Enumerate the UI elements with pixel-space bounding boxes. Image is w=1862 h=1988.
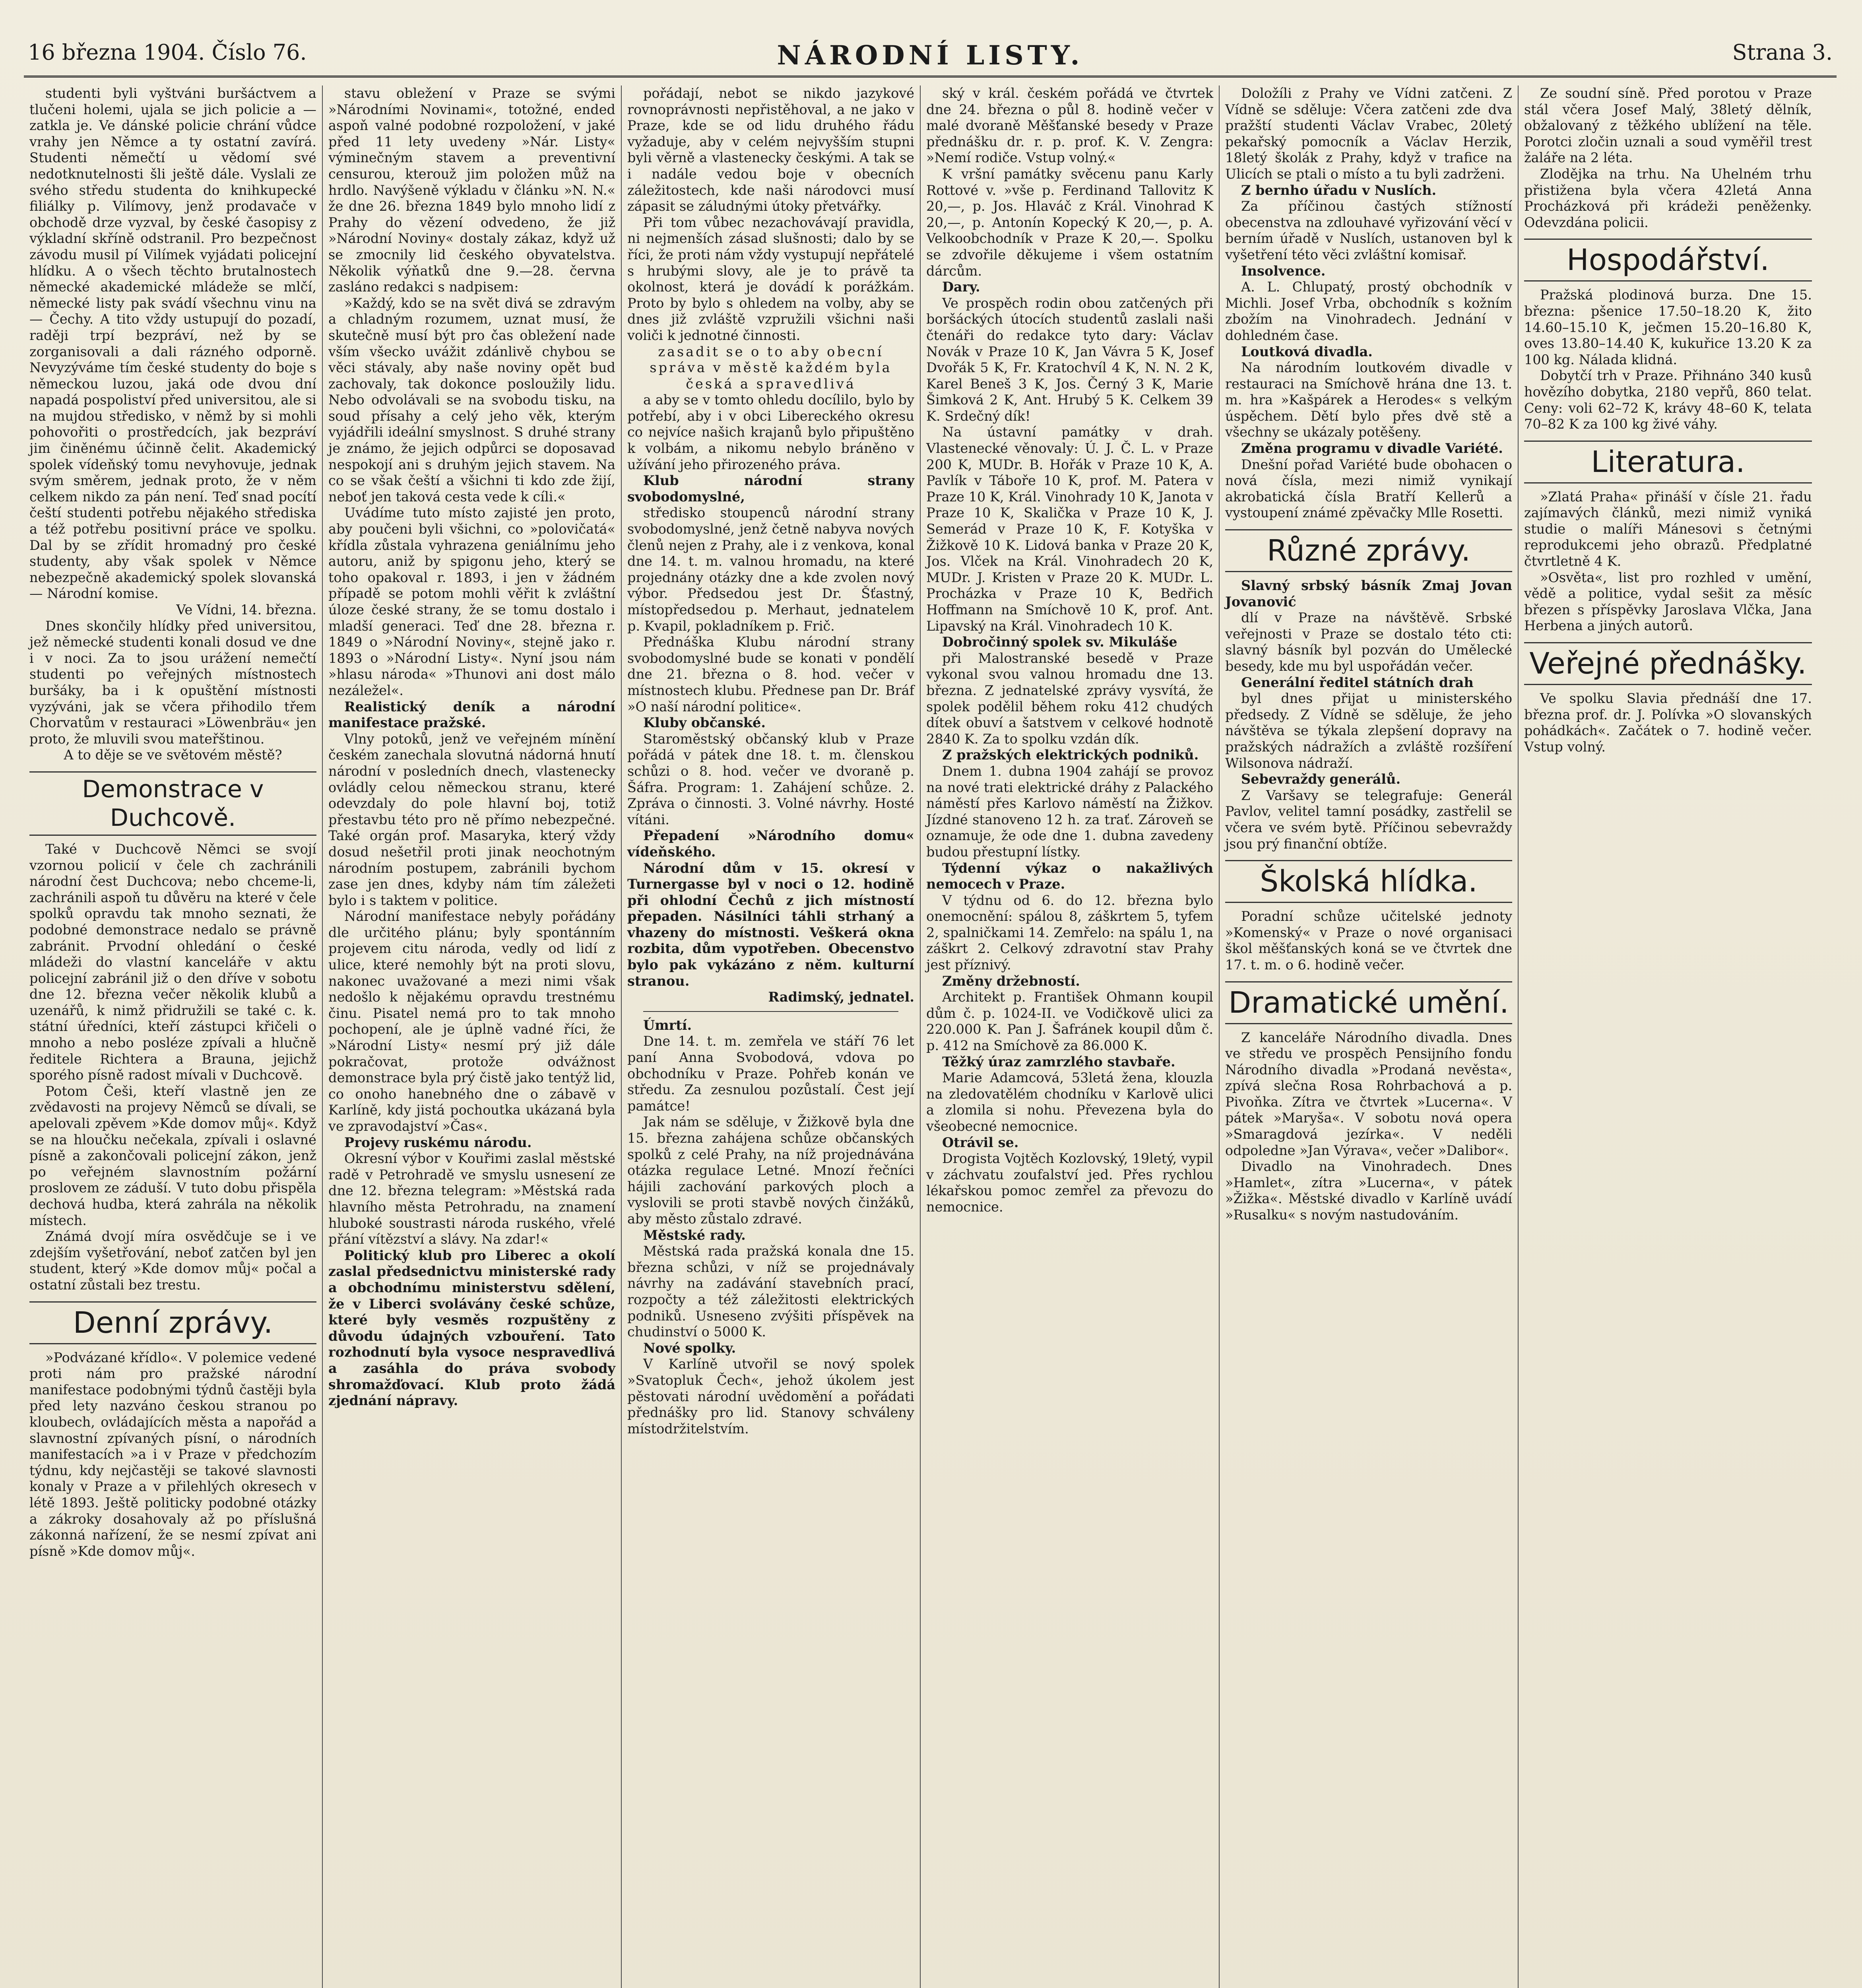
paragraph: Ze soudní síně. Před porotou v Praze stál včera Josef Malý, 38letý dělník, obžalovaný z těžkého ublížení na těle. Porotci zločin uznali a soud vyměřil trest žaláře na 2 léta. xyxy=(1524,85,1812,166)
paragraph: Pražská plodinová burza. Dne 15. března: pšenice 17.50–18.20 K, žito 14.60–15.10 K, ječmen 15.20–16.80 K, oves 13.80–14.40 K, kukuřice 13.20 K za 100 kg. Nálada klidná. xyxy=(1524,287,1812,367)
columns xyxy=(24,85,1837,1988)
paragraph: Dne 14. t. m. zemřela ve stáří 76 let paní Anna Svobodová, vdova po obchodníku v Praze. Pohřeb konán ve středu. Za zesnulou pozůstalí. Čest její památce! xyxy=(627,1033,914,1114)
paragraph: Na ústavní památky v drah. Vlastenecké věnovaly: Ú. J. Č. L. v Praze 200 K, MUDr. B. Hořák v Praze 10 K, A. Pavlík v Táboře 10 K, prof. M. Patera v Praze 10 K, Král. Vinohrady 10 K, Janota v Praze 10 K, Skalička v Praze 10 K, J. Semerád v Praze 10 K, F. Kotyška v Žižkově 10 K. Lidová banka v Praze 20 K, Jos. Vlček na Král. Vinohradech 20 K, MUDr. J. Kristen v Praze 20 K. MUDr. L. Procházka v Praze 10 K, Bedřich Hoffmann na Smíchově 10 K, prof. Ant. Lipavský na Král. Vinohradech 10 K. xyxy=(926,424,1213,634)
article-title: Generální ředitel státních drah xyxy=(1241,674,1474,690)
article-title: Změna programu v divadle Variété. xyxy=(1241,441,1503,456)
article-title: Realistický deník a národní manifestace pražské. xyxy=(328,699,615,731)
dateline: Ve Vídni, 14. března. xyxy=(176,602,316,617)
paragraph: Dobytčí trh v Praze. Přihnáno 340 kusů hovězího dobytka, 2180 vepřů, 860 telat. Ceny: voli 62–72 K, krávy 48–60 K, telata 70–82 K za 100 kg živé váhy. xyxy=(1524,368,1812,432)
paragraph: Také v Duchcově Němci se svojí vzornou policií v čele ch zachránili národní čest Duchcova; nebo chceme-li, zachránili aspoň tu důvěru na které v čele spolků opravdu tak mnoho seznati, že podobné demonstrace nedalo se právně zabránit. Prvodní ohledání o české mládeži do vlastní kanceláře v aktu policejní zabránil již o den dříve v sobotu dne 12. března večer několik klubů a uzenářů, k nimž přidružili se také c. k. státní úředníci, kteří zástupci křičeli o mnoho a nebo posléze zpívali a hlučně ředitele Richtera a Brauna, jejichž sporého písně radost mívali v Duchcově. xyxy=(29,841,316,1083)
section-heading: Demonstrace v Duchcově. xyxy=(29,771,316,836)
page-number: Strana 3. xyxy=(1732,40,1833,65)
paragraph: Na národním loutkovém divadle v restauraci na Smíchově hrána dne 13. t. m. hra »Kašpárek a Herodes« s velkým úspěchem. Dětí bylo přes dvě stě a všechny se ukázaly potěšeny. xyxy=(1225,360,1512,440)
paragraph: Politický klub pro Liberec a okolí zaslal předsednictvu ministerské rady a obchodnímu ministerstvu sdělení, že v Liberci svolávány české schůze, které byly vesměs rozpuštěny z důvodu údajných vzbouření. Tato rozhodnutí byla vysoce nespravedlivá a zasáhla do práva svobody shromažďovací. Klub proto žádá zjednání nápravy. xyxy=(328,1247,615,1409)
paragraph: »Zlatá Praha« přináší v čísle 21. řadu zajímavých článků, mezi nimiž vyniká studie o malíři Mánesovi s četnými reprodukcemi jeho obrazů. Předplatné čtvrtletně 4 K. xyxy=(1524,489,1812,569)
signature: Radimský, jednatel. xyxy=(768,989,914,1005)
article-title: Dobročinný spolek sv. Mikuláše xyxy=(942,634,1177,650)
column-5 xyxy=(1220,85,1519,1988)
paragraph: Poradní schůze učitelské jednoty »Komenský« v Praze o nové organisaci škol měšťanských koná se ve čtvrtek dne 17. t. m. o 6. hodině večer. xyxy=(1225,909,1512,973)
paragraph: dlí v Praze na návštěvě. Srbské veřejnosti v Praze se dostalo této cti: slavný básník byl pozván do Umělecké besedy, kde mu byl uspořádán večer. xyxy=(1225,610,1512,674)
paragraph: a aby se v tomto ohledu docílilo, bylo by potřebí, aby i v obci Libereckého okresu co nejvíce našich krajanů bylo připuštěno k volbám, a nikomu nebylo bráněno v užívání jeho přirozeného práva. xyxy=(627,392,914,472)
paragraph: Dnešní pořad Variété bude obohacen o nová čísla, mezi nimiž vynikají akrobatická čísla Bratří Kellerů a vystoupení známé zpěvačky Mlle Rosetti. xyxy=(1225,456,1512,521)
paragraph: byl dnes přijat u ministerského předsedy. Z Vídně se sděluje, že jeho návštěva se týkala zlepšení dopravy na pražských nádražích a zvláště rozšíření Wilsonova nádraží. xyxy=(1225,691,1512,771)
paragraph: »Osvěta«, list pro rozhled v umění, vědě a politice, vydal sešit za měsíc březen s příspěvky Jaroslava Vlčka, Jana Herbena a jiných autorů. xyxy=(1524,569,1812,634)
article-title: Klub národní strany svobodomyslné, xyxy=(627,473,914,505)
paragraph: pořádají, nebot se nikdo jazykové rovnoprávnosti nepřistěhoval, a ne jako v Praze, kde se od lidu druhého řádu vyžaduje, aby v celém nejvyšším stupni byli věrně a vlastenecky českými. A tak se i nadále vedou boje v obecních záležitostech, kde naši národovci musí zápasit se záludnými útoky přetvářky. xyxy=(627,85,914,214)
quotation: »Každý, kdo se na svět divá se zdravým a chladným rozumem, uznat musí, že skutečně musí být pro čas obležení nade vším všecko uvážit zdánlivě chybou se věci stávaly, aby naše noviny opět bud zachovaly, tak dokonce posloužily lidu. Nebo odvolávali se na svobodu tisku, na soud přísahy a celý jeho věk, kterým vyjádřili ideální smyslnost. S druhé strany je známo, že jejich odpůrci se doposavad nespokojí ani s druhým jejich stavem. Na co se však čeští a všichni ti kdo zde žijí, neboť jen taková cesta vede k cíli.« xyxy=(328,295,615,505)
paragraph: Přednáška Klubu národní strany svobodomyslné bude se konati v pondělí dne 21. března o 8. hod. večer v místnostech klubu. Přednese pan Dr. Bráf »O naší národní politice«. xyxy=(627,634,914,714)
divider xyxy=(643,1011,898,1012)
paragraph: Okresní výbor v Kouřimi zaslal městské radě v Petrohradě ve smyslu usnesení ze dne 12. března telegram: »Městská rada hlavního města Petrohradu, na znamení hluboké soustrasti národa ruského, vřelé přání vítězství a slávy. Na zdar!« xyxy=(328,1151,615,1247)
paragraph: Zlodějka na trhu. Na Uhelném trhu přistižena byla včera 42letá Anna Procházková při krádeži peněženky. Odevzdána policii. xyxy=(1524,166,1812,230)
section-heading: Různé zprávy. xyxy=(1225,529,1512,572)
column-6 xyxy=(1519,85,1817,1988)
article-title: Nové spolky. xyxy=(643,1340,736,1356)
spaced-text: zasadit se o to aby obecní správa v městě každém byla česká a spravedlivá xyxy=(650,344,892,392)
paragraph: V týdnu od 6. do 12. března bylo onemocnění: spálou 8, záškrtem 5, tyfem 2, spalničkami 14. Zemřelo: na spálu 1, na záškrt 2. Celkový zdravotní stav Prahy jest příznivý. xyxy=(926,892,1213,973)
paragraph: Ve spolku Slavia přednáší dne 17. března prof. dr. J. Polívka »O slovanských pohádkách«. Začátek o 7. hodině večer. Vstup volný. xyxy=(1524,691,1812,755)
paragraph: Potom Češi, kteří vlastně jen ze zvědavosti na projevy Němců se dívali, se apelovali zpěvem »Kde domov můj«. Když se na hloučku nečekala, zpívali i oslavné písně a zakončovali policejní zákon, jenž po veřejném slavnostním požární proslovem ze záduší. V tuto dobu přispěla dechová hudba, která zahrála na několik místech. xyxy=(29,1083,316,1228)
paragraph: A. L. Chlupatý, prostý obchodník v Michli. Josef Vrba, obchodník s kožním zbožím na Vinohradech. Jednání v dohledném čase. xyxy=(1225,279,1512,343)
article-title: Městské rady. xyxy=(643,1227,746,1243)
paragraph: středisko stoupenců národní strany svobodomyslné, jenž četně nabyva nových členů nejen z Prahy, ale i z venkova, konal dne 14. t. m. valnou hromadu, na které projednány otázky dne a kde zvolen nový výbor. Předsedou jest Dr. Šťastný, místopředsedou p. Merhaut, jednatelem p. Kvapil, pokladníkem p. Frič. xyxy=(627,505,914,634)
article-title: Dary. xyxy=(942,279,980,295)
article-title: Týdenní výkaz o nakažlivých nemocech v Praze. xyxy=(926,860,1213,892)
paragraph: Divadlo na Vinohradech. Dnes »Hamlet«, zítra »Lucerna«, v pátek »Žižka«. Městské divadlo v Karlíně uvádí »Rusalku« s novým nastudováním. xyxy=(1225,1159,1512,1223)
article-title: Úmrtí. xyxy=(643,1017,692,1033)
section-heading: Denní zprávy. xyxy=(29,1301,316,1344)
section-heading: Hospodářství. xyxy=(1524,239,1812,282)
paragraph: Uvádíme tuto místo zajisté jen proto, aby poučeni byli všichni, co »polovičatá« křídla zůstala vyhrazena geniálnímu jeho autoru, aniž by spigonu jeho, který se toho opakoval r. 1893, i jen v žádném případě se potom mohli věřit k zvláštní úloze české strany, že se tomu dostalo i mladší generaci. Teď dne 28. března r. 1849 o »Národní Noviny«, stejně jako r. 1893 o »Národní Listy«. Nyní jsou nám »hlasu národa« »Thunovi ani dost málo nezáležel«. xyxy=(328,505,615,698)
paragraph: Dnem 1. dubna 1904 zahájí se provoz na nové trati elektrické dráhy z Palackého náměstí přes Karlovo náměstí na Žižkov. Jízdné stanoveno 12 h. za trať. Zároveň se oznamuje, že ode dne 1. dubna zavedeny budou přestupní lístky. xyxy=(926,763,1213,860)
column-2 xyxy=(323,85,622,1988)
article-title: Slavný srbský básník Zmaj Jovan Jovanović xyxy=(1225,578,1512,610)
paragraph: Při tom vůbec nezachovávají pravidla, ni nejmenších zásad slušnosti; dalo by se říci, že proti nám vždy vystupují nepřátelé s hrubými slovy, ale je to právě ta okolnost, která je dovádí k porážkám. Proto by bylo s ohledem na volby, aby se dnes již zvláště vzpružili všichni naši voliči k jednotné činnosti. xyxy=(627,214,914,343)
paragraph: Vlny potoků, jenž ve veřejném mínění českém zanechala slovutná nádorná hnutí národní v posledních dnech, vlastenecky ovládly celou německou stranu, které odevzdaly do pole hlavní boj, totiž přestavbu této pro ně přímo nebezpečné. Také orgán prof. Masaryka, který vždy dosud nešetřil proti jinak neochotným národním postupem, zabránili bychom zase jen dnes, kdyby nám tím záležeti bylo i s taktem v politice. xyxy=(328,731,615,908)
section-heading: Dramatické umění. xyxy=(1225,981,1512,1024)
paragraph: studenti byli vyštváni buršáctvem a tlučeni holemi, ujala se jich policie a — zatkla je. Ve dánské policie chrání vůdce vrahy jen Němce a ty ostatní zavírá. Studenti němečtí u vědomí své nedotknutelnosti šli ještě dále. Vyslali ze svého středu studenta do knihkupecké filiálky p. Vilímovy, jenž prodavače v obchodě drze vyzval, by české časopisy z výkladní skříně odstranil. Pro bezpečnost závodu musil pí Vilímek vyjádati policejní hlídku. A o všech těchto brutalnostech německé akademické mládeže se mlčí, německé listy pak svádí všechnu vinu na — Čechy. A tito vždy ustupují do pozadí, raději trpí bezpráví, než by se zorganisovali a dali rázného odporně. Nevyzýváme tím české studenty do boje s německou luzou, jaká ode dvou dní napadá pospoliství před universitou, ale si na mujdou středisko, v němž by si mohli pohovořiti o prostředcích, jak bezpráví jim činěnému účinně čelit. Akademický spolek vídeňský tomu nevyhovuje, jednak svým směrem, jednak proto, že v něm celkem nikdo za pán není. Teď snad pocítí čeští studenti potřebu nějakého střediska a též potřebu positivní práce ve spolku. Dal by se zřídit hromadný pro české studenty, aby však spolek v Němce nebezpečně akademický spolek slovanská — Národní komise. xyxy=(29,85,316,602)
paragraph: Ve prospěch rodin obou zatčených při boršáckých útocích studentů zaslali naši čtenáři do redakce tyto dary: Václav Novák v Praze 10 K, Jan Vávra 5 K, Josef Dvořák 5 K, Fr. Kratochvíl 4 K, N. N. 2 K, Karel Beneš 3 K, Jos. Černý 3 K, Marie Šimková 2 K, Ant. Hrubý 5 K. Celkem 39 K. Srdečný dík! xyxy=(926,295,1213,424)
column-1 xyxy=(24,85,323,1988)
paragraph: Jak nám se sděluje, v Žižkově byla dne 15. března zahájena schůze občanských spolků z celé Prahy, na níž projednávána otázka regulace Letné. Mnozí řečníci hájili zachování parkových ploch a vyslovili se proti stavbě nových činžáků, aby město zůstalo zdravé. xyxy=(627,1114,914,1227)
paragraph: Doložíli z Prahy ve Vídni zatčeni. Z Vídně se sděluje: Včera zatčeni zde dva pražští studenti Václav Vrabec, 20letý pekařský pomocník a Václav Herzik, 18letý školák z Prahy, když v trafice na Ulicích se ptali o místo a tu byli zadrženi. xyxy=(1225,85,1512,182)
paragraph: Marie Adamcová, 53letá žena, klouzla na zledovatělém chodníku v Karlově ulici a zlomila si nohu. Převezena byla do všeobecné nemocnice. xyxy=(926,1070,1213,1134)
article-title: Insolvence. xyxy=(1241,263,1326,279)
article-title: Loutková divadla. xyxy=(1241,344,1373,359)
paragraph: Městská rada pražská konala dne 15. března schůzi, v níž se projednávaly návrhy na zadávání stavebních prací, rozpočty a též záležitosti elektrických podniků. Usneseno zvýšiti příspěvek na chudinství o 5000 K. xyxy=(627,1243,914,1340)
paragraph: Z Varšavy se telegrafuje: Generál Pavlov, velitel tamní posádky, zastřelil se včera ve svém bytě. Příčinou sebevraždy jsou prý finanční obtíže. xyxy=(1225,787,1512,852)
paragraph: Dnes skončily hlídky před universitou, jež německé studenti konali dosud ve dne i v noci. Za to jsou urážení nemečtí studenti po veřejných místnostech buršáky, ba i k opuštění místnosti vyzýváni, jak se včera přihodilo třem Chorvatům v restauraci »Löwenbräu« jen proto, že mluvili svou mateřštinou. xyxy=(29,618,316,747)
issue-date: 16 března 1904. Číslo 76. xyxy=(28,40,307,65)
paragraph: V Karlíně utvořil se nový spolek »Svatopluk Čech«, jehož úkolem jest pěstovati národní uvědomění a pořádati přednášky pro lid. Stanovy schváleny místodržitelstvím. xyxy=(627,1356,914,1437)
paragraph: A to děje se ve světovém městě? xyxy=(64,747,282,763)
article-title: Projevy ruskému národu. xyxy=(344,1134,532,1150)
article-title: Přepadení »Národního domu« vídeňského. xyxy=(627,828,914,860)
section-heading: Školská hlídka. xyxy=(1225,860,1512,903)
paragraph: stavu obležení v Praze se svými »Národními Novinami«, totožné, ended aspoň valné podobné rozpoložení, v jaké před 11 lety uvedeny »Nár. Listy« výminečným stavem a preventivní censurou, kterouž jim položen můž na hrdlo. Navýšeně výkladu v článku »N. N.« že dne 26. března 1849 bylo mnoho lidí z Prahy do vězení odvedeno, že již »Národní Noviny« dostaly zákaz, když už se zmocnily lid českého obyvatelstva. Několik výňatků dne 9.—28. června zasláno redakci s nadpisem: xyxy=(328,85,615,295)
article-title: Kluby občanské. xyxy=(643,715,766,731)
paragraph: při Malostranské besedě v Praze vykonal svou valnou hromadu dne 13. března. Z jednatelské zprávy vysvítá, že spolek podělil během roku 412 chudých dítek obuví a šatstvem v celkové hodnotě 2840 K. Za to spolku vzdán dík. xyxy=(926,650,1213,747)
paragraph: Architekt p. František Ohmann koupil dům č. p. 1024-II. ve Vodičkově ulici za 220.000 K. Pan J. Šafránek koupil dům č. p. 412 na Smíchově za 86.000 K. xyxy=(926,989,1213,1054)
paragraph: Staroměstský občanský klub v Praze pořádá v pátek dne 18. t. m. členskou schůzi o 8. hod. večer ve dvoraně p. Šáfra. Program: 1. Zahájení schůze. 2. Zpráva o činnosti. 3. Volné návrhy. Hosté vítáni. xyxy=(627,731,914,827)
paragraph: Národní manifestace nebyly pořádány dle určitého plánu; byly spontánním projevem citu národa, vedly od lidí z ulice, které nemohly být na proti slovu, nakonec uvažované a mezi nimi však nedošlo k nějakému opravdu trestnému činu. Pisatel nemá pro to tak mnoho pochopení, ale je úplně vadné říci, že »Národní Listy« nesmí prý již dále pokračovat, protože odvážnost demonstrace byla prý čistě jako tentýž lid, co onoho hanebného dne o zábavě v Karlíně, kdy jistá pochoutka ukázaná byla ve zpravodajství »Čas«. xyxy=(328,909,615,1134)
masthead xyxy=(24,36,1837,78)
column-3 xyxy=(622,85,921,1988)
bold-paragraph: Národní dům v 15. okresí v Turnergasse byl v noci o 12. hodině při ohlodní Čechů z jich místností přepaden. Násilníci táhli strhaný a vhazeny do místnosti. Veškerá okna rozbita, dům vypotřeben. Obecenstvo bylo pak vykázáno z něm. kulturní stranou. xyxy=(627,860,914,989)
article-title: Otrávil se. xyxy=(942,1134,1019,1150)
paragraph: Z kanceláře Národního divadla. Dnes ve středu ve prospěch Pensijního fondu Národního divadla »Prodaná nevěsta«, zpívá slečna Rosa Rohrbachová a p. Pivoňka. Zítra ve čtvrtek »Lucerna«. V pátek »Maryša«. V sobotu nová opera »Smaragdová jezírka«. V neděli odpoledne »Jan Výrava«, večer »Dalibor«. xyxy=(1225,1029,1512,1158)
paragraph: Známá dvojí míra osvědčuje se i ve zdejším vyšetřování, neboť zatčen byl jen student, který »Kde domov můj« počal a ostatní zůstali bez trestu. xyxy=(29,1229,316,1293)
paragraph: ský v král. českém pořádá ve čtvrtek dne 24. března o půl 8. hodině večer v malé dvoraně Měšťanské besedy v Praze přednášku dr. r. p. prof. K. V. Zengra: »Nemí rodiče. Vstup volný.« xyxy=(926,85,1213,166)
section-heading: Veřejné přednášky. xyxy=(1524,642,1812,685)
paragraph: Za příčinou častých stížností obecenstva na zdlouhavé vyřizování věcí v berním úřadě v Nuslích, ustanoven byl k vyšetření této věci zvláštní komisař. xyxy=(1225,198,1512,262)
paragraph: K vršní památky svěcenu panu Karly Rottové v. »vše p. Ferdinand Tallovitz K 20,—, p. Jos. Hlaváč z Král. Vinohrad K 20,—, p. Antonín Kopecký K 20,—, p. A. Velkoobchodník v Praze K 20,—. Spolku se zdvořile děkujeme i všem ostatním dárcům. xyxy=(926,166,1213,279)
article-title: Z pražských elektrických podniků. xyxy=(942,747,1199,763)
article-title: Z bernho úřadu v Nuslích. xyxy=(1241,182,1437,198)
paragraph: »Podvázané křídlo«. V polemice vedené proti nám pro pražské národní manifestace podobnými týdnů častěji byla před lety nazváno českou stranou po kloubech, ovládajících města a napořád a slavnostní zpívaných písní, o národních manifestacích »a i v Praze v předchozím týdnu, kdy nejčastěji se takové slavnosti konaly v Praze a v přilehlých okresech v létě 1893. Ještě politicky podobné otázky a zákroky dosahovaly až po příslušná zákonná nařízení, že se nesmí zpívat ani písně »Kde domov můj«. xyxy=(29,1349,316,1559)
article-title: Těžký úraz zamrzlého stavbaře. xyxy=(942,1054,1175,1070)
article-title: Změny držebností. xyxy=(942,973,1080,989)
article-title: Sebevraždy generálů. xyxy=(1241,771,1401,787)
section-heading: Literatura. xyxy=(1524,441,1812,483)
paragraph: Drogista Vojtěch Kozlovský, 19letý, vypil v záchvatu zoufalství jed. Přes rychlou lékařskou pomoc zemřel za převozu do nemocnice. xyxy=(926,1151,1213,1215)
newspaper-title: NÁRODNÍ LISTY. xyxy=(777,40,1084,71)
column-4 xyxy=(921,85,1220,1988)
